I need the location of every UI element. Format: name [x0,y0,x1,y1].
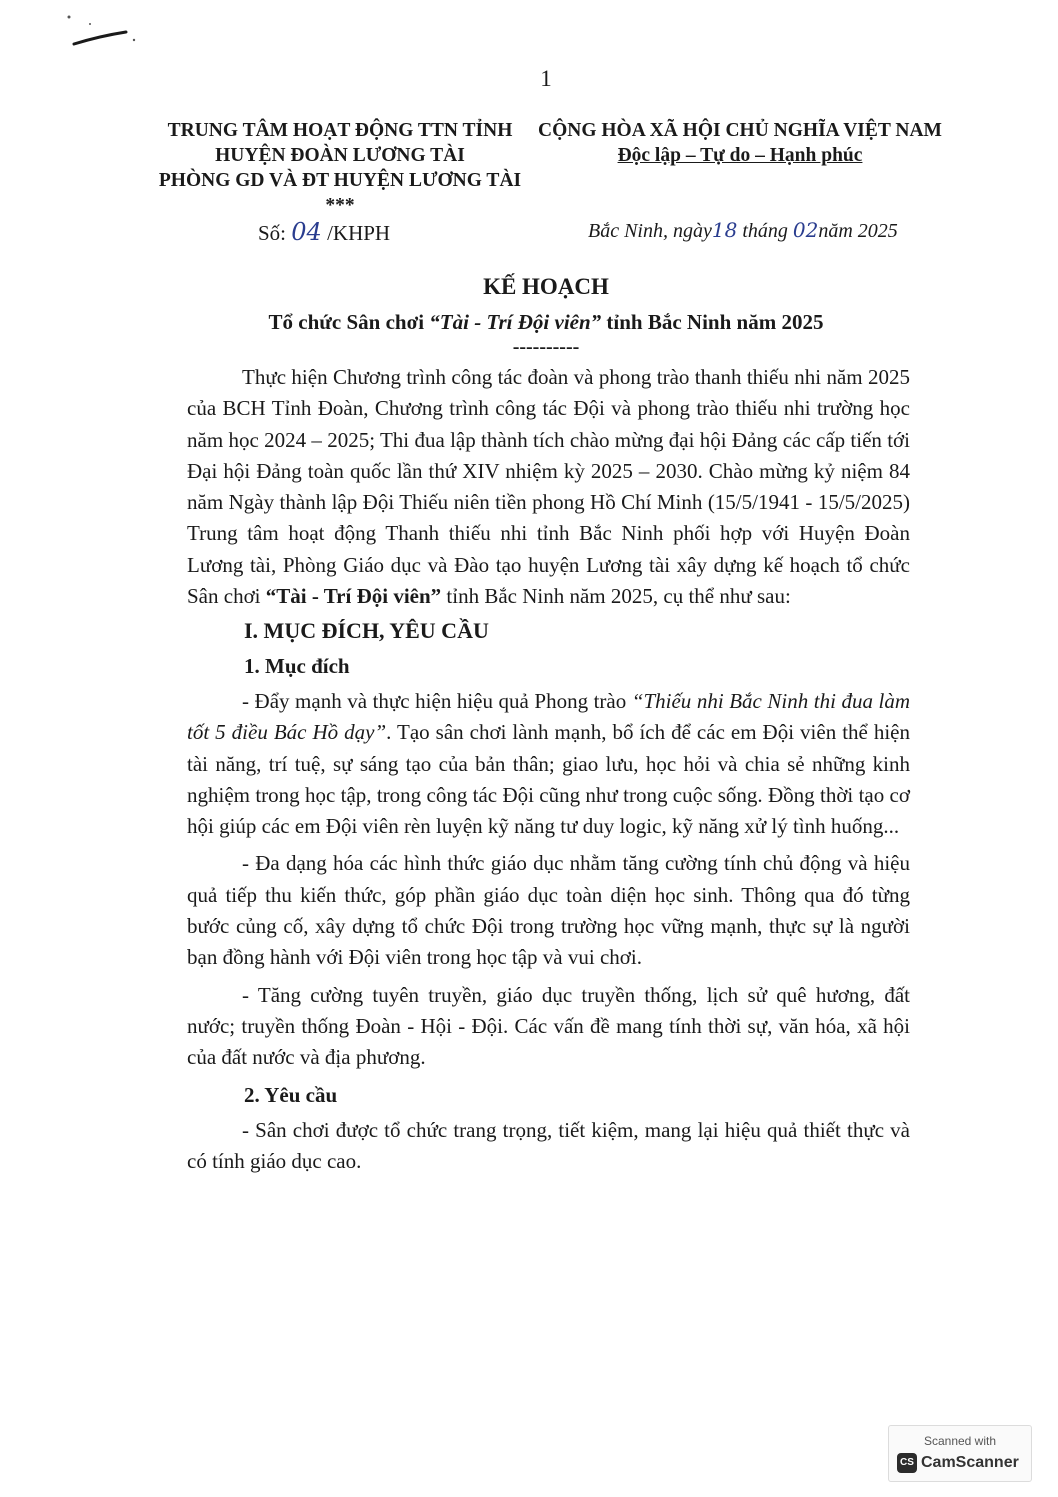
national-title: CỘNG HÒA XÃ HỘI CHỦ NGHĨA VIỆT NAM [538,120,942,141]
place-date-part2: tháng [742,220,788,242]
purpose-paragraph-2: - Đa dạng hóa các hình thức giáo dục nhằm tăng cường tính chủ động và hiệu quả tiếp thu kiến thức, góp phần giáo dục toàn diện học sinh. Thông qua đó từng bước củng cố, xây dựng tổ chức Đội trong trường học vững mạnh, thực sự là người bạn đồng hành với Đội viên trong học tập và vui chơi. [187,851,910,970]
purpose-paragraph-1 [187,686,910,842]
place-date-part1: Bắc Ninh, ngày [588,220,712,242]
issuing-agency-header [150,118,530,218]
document-body [187,362,910,1177]
subtitle-part1: Tổ chức Sân chơi [268,310,430,334]
purpose-paragraph-3: - Tăng cường tuyên truyền, giáo dục truyền thống, lịch sử quê hương, đất nước; truyền thống Đoàn - Hội - Đội. Các vấn đề mang tính thời sự, văn hóa, xã hội của đất nước và địa phương. [187,982,910,1070]
intro-event-name: “Tài - Trí Đội viên” [265,584,442,609]
watermark-caption: Scanned with [923,1434,997,1448]
agency-line-3: PHÒNG GD VÀ ĐT HUYỆN LƯƠNG TÀI [158,170,522,191]
requirement-paragraph-1: - Sân chơi được tổ chức trang trọng, tiết kiệm, mang lại hiệu quả thiết thực và có tính giáo dục cao. [187,1117,910,1174]
handwritten-month: 02 [792,218,819,242]
document-title: KẾ HOẠCH [483,274,609,299]
place-date-part3: năm 2025 [818,220,898,242]
doc-number-suffix: /KHPH [327,221,391,245]
intro-text2: tỉnh Bắc Ninh năm 2025, cụ thể như sau: [441,584,791,609]
title-divider: ---------- [512,336,580,358]
intro-paragraph [187,362,910,612]
camscanner-watermark [888,1425,1032,1482]
national-motto-header [530,118,950,168]
subtitle-part2: tỉnh Bắc Ninh năm 2025 [601,310,824,334]
place-and-date [588,218,898,243]
purpose1-movement-name: “Thiếu nhi Bắc Ninh thi đua làm tốt 5 điều Bác Hồ dạy” [187,688,911,745]
handwritten-mark-icon [60,10,150,50]
document-number [258,218,390,246]
agency-line-2: HUYỆN ĐOÀN LƯƠNG TÀI [215,145,465,166]
section-heading-purpose-requirements: I. MỤC ĐÍCH, YÊU CẦU [244,618,489,644]
agency-stars: *** [325,195,355,216]
subtitle-event-name: “Tài - Trí Đội viên” [429,310,602,334]
purpose1-text1: - Đẩy mạnh và thực hiện hiệu quả Phong trào [242,688,632,713]
doc-number-prefix: Số: [258,221,287,245]
subheading-requirements: 2. Yêu cầu [244,1082,338,1107]
national-motto: Độc lập – Tự do – Hạnh phúc [617,145,863,166]
agency-line-1: TRUNG TÂM HOẠT ĐỘNG TTN TỈNH [167,120,513,141]
camscanner-logo-icon: CS [897,1453,917,1473]
document-subtitle [0,310,1058,335]
doc-number-handwritten: 04 [291,218,322,246]
page-number: 1 [540,66,552,91]
intro-text1: Thực hiện Chương trình công tác đoàn và phong trào thanh thiếu nhi năm 2025 của BCH Tỉnh Đoàn, Chương trình công tác Đội và phong trào thiếu nhi trường học năm học 2024 – 2025; Thi đua lập thành tích chào mừng đại hội Đảng các cấp tiến tới Đại hội Đảng toàn quốc lần thứ XIV nhiệm kỳ 2025 – 2030. Chào mừng kỷ niệm 84 năm Ngày thành lập Đội Thiếu niên tiền phong Hồ Chí Minh (15/5/1941 - 15/5/2025) Trung tâm hoạt động Thanh thiếu nhi tỉnh Bắc Ninh phối hợp với Huyện Đoàn Lương tài, Phòng Giáo dục và Đào tạo huyện Lương tài xây dựng kế hoạch tổ chức Sân chơi [187,365,910,609]
subheading-purpose: 1. Mục đích [244,653,350,678]
purpose1-text2: . Tạo sân chơi lành mạnh, bổ ích để các em Đội viên thể hiện tài năng, trí tuệ, sự sáng tạo của bản thân; giao lưu, học hỏi và chia sẻ những kinh nghiệm trong học tập, trong công tác Đội cũng như trong cuộc sống. Đồng thời tạo cơ hội giúp các em Đội viên rèn luyện kỹ năng tư duy logic, kỹ năng xử lý tình huống... [187,720,910,839]
handwritten-day: 18 [711,218,738,242]
watermark-brand: CamScanner [921,1454,1019,1471]
